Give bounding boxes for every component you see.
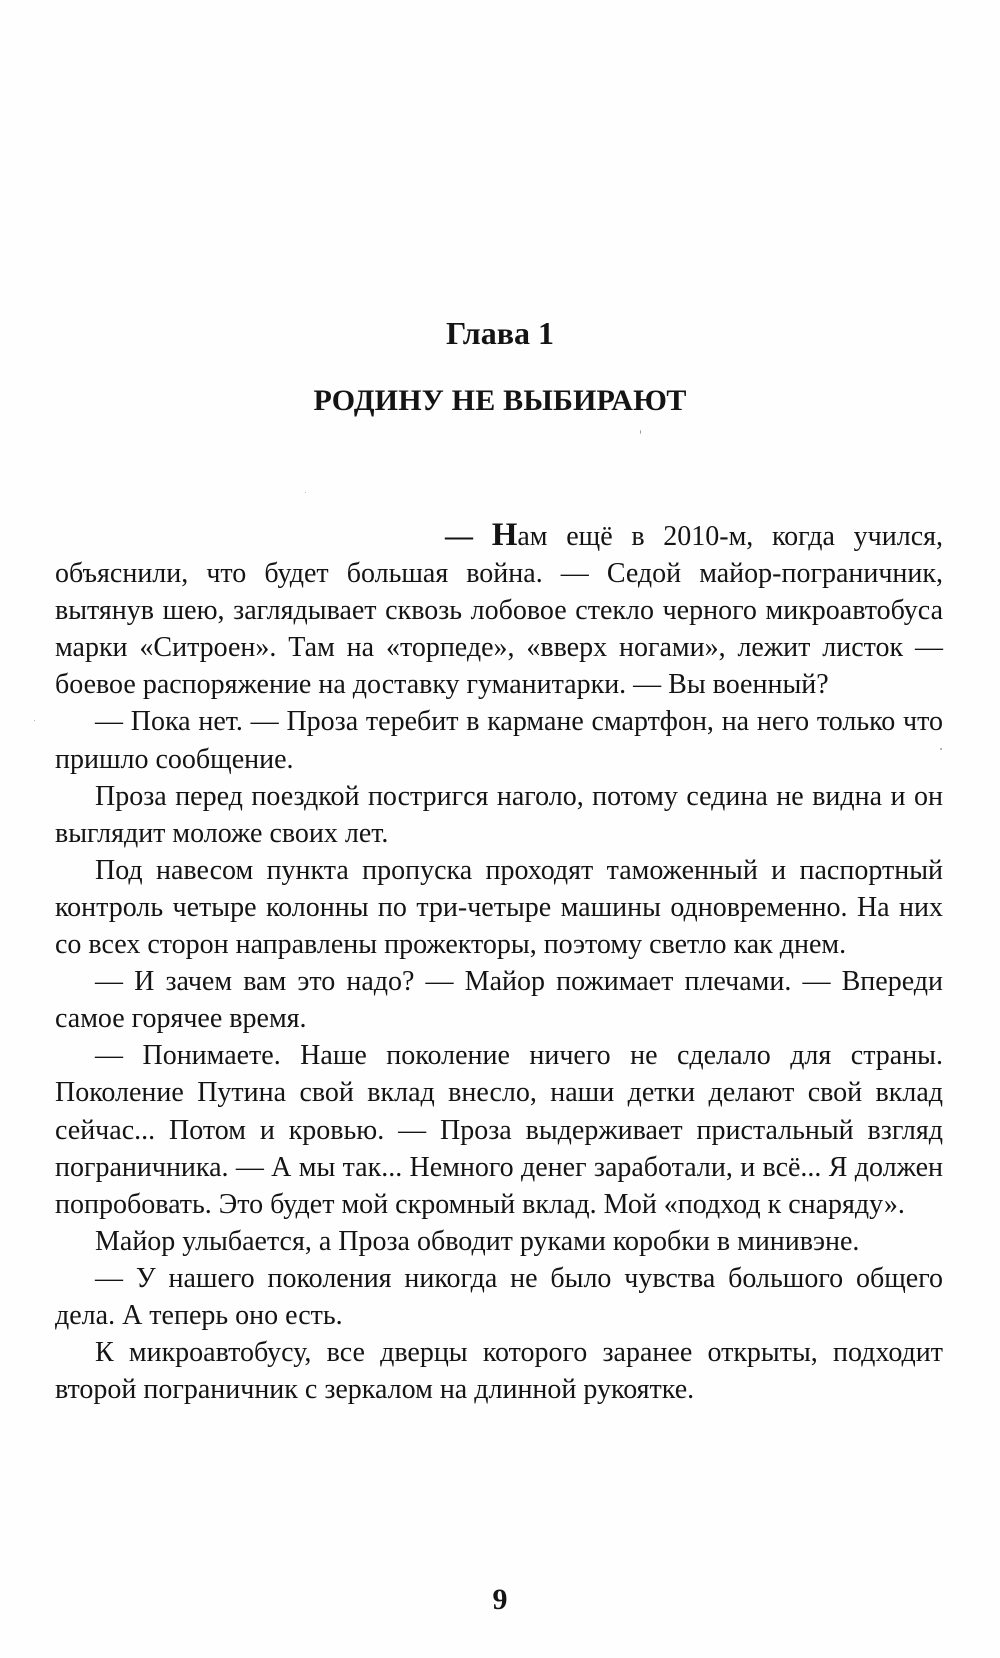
chapter-body (55, 517, 943, 1408)
scan-speck (940, 748, 942, 750)
opening-dash: — (445, 521, 492, 552)
paragraph: Майор улыбается, а Проза обводит руками коробки в минивэне. (95, 1225, 860, 1257)
paragraph: К микроавтобусу, все дверцы которого заранее открыты, подходит второй пограничник с зеркалом на длинной рукоятке. (55, 1337, 943, 1406)
page-number: 9 (492, 1583, 508, 1616)
opening-paragraph-text: ам ещё в 2010-м, когда учился, объяснили, что будет большая война. — Седой майор-пограничник, вытянув шею, заглядывает сквозь лобовое стекло черного микроавтобуса марки «Ситроен». Там на «торпеде», «вверх ногами», лежит листок — боевое распоряжение на доставку гуманитарки. — Вы военный? (55, 521, 943, 701)
scan-speck (305, 492, 306, 493)
paragraph: Проза перед поездкой постригся наголо, потому седина не видна и он выглядит моложе своих лет. (55, 780, 943, 849)
paragraph: — У нашего поколения никогда не было чувства большого общего дела. А теперь оно есть. (55, 1262, 943, 1331)
paragraph: Под навесом пункта пропуска проходят таможенный и паспортный контроль четыре колонны по три-четыре машины одновременно. На них со всех сторон направлены прожекторы, поэтому светло как днем. (55, 854, 943, 961)
scan-speck (34, 720, 35, 721)
chapter-number: Глава 1 (446, 315, 554, 351)
chapter-title: РОДИНУ НЕ ВЫБИРАЮТ (313, 384, 687, 417)
paragraph: — Понимаете. Наше поколение ничего не сделало для страны. Поколение Путина свой вклад внесло, наши детки делают свой вклад сейчас... Потом и кровью. — Проза выдерживает пристальный взгляд пограничника. — А мы так... Немного денег заработали, и всё... Я должен попробовать. Это будет мой скромный вклад. Мой «подход к снаряду». (55, 1040, 943, 1220)
paragraph: — Пока нет. — Проза теребит в кармане смартфон, на него только что пришло сообщение. (55, 706, 943, 775)
scan-speck (640, 430, 641, 434)
drop-cap-letter: Н (491, 517, 518, 553)
opening-paragraph (55, 517, 943, 703)
paragraph: — И зачем вам это надо? — Майор пожимает плечами. — Впереди самое горячее время. (55, 966, 943, 1035)
